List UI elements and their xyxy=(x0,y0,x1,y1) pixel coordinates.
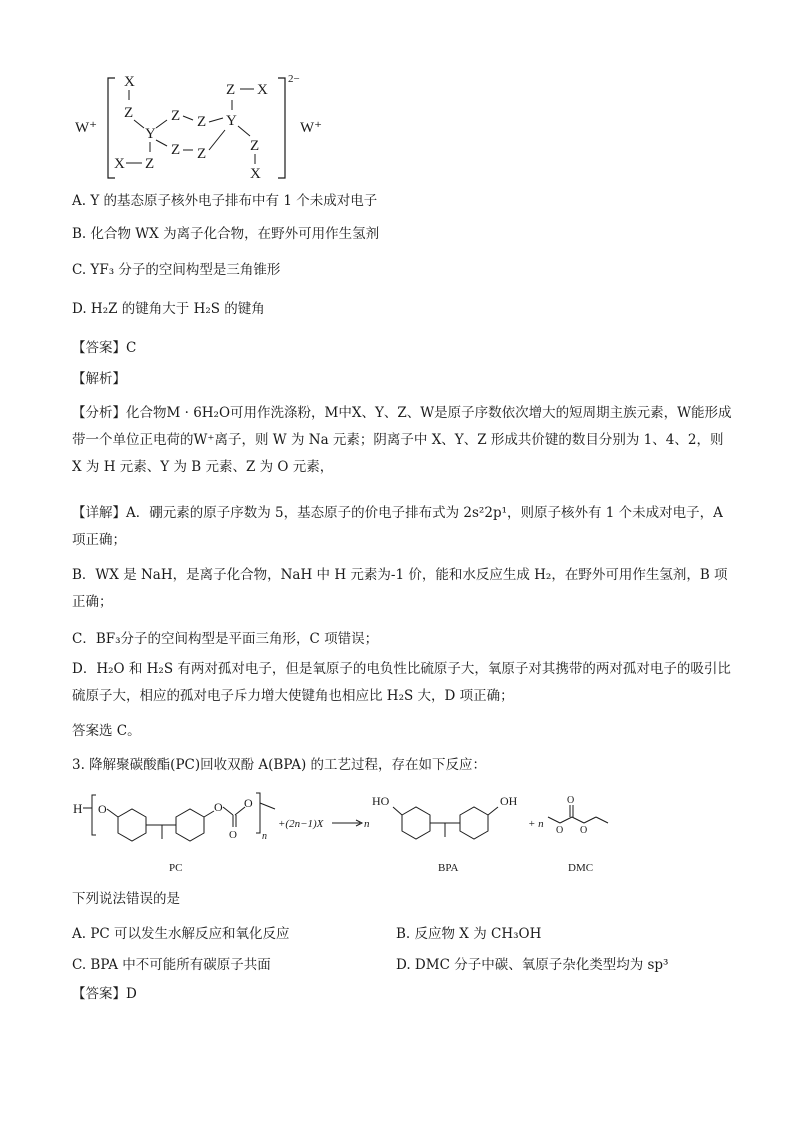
q3-prompt: 下列说法错误的是 xyxy=(72,891,180,907)
pc-o3: O xyxy=(229,829,237,841)
q2-detail-d: D．H₂O 和 H₂S 有两对孤对电子，但是氧原子的电负性比硫原子大，氧原子对其携带的两对孤对电子的吸引比硫原子大，相应的孤对电子斥力增大使键角也相应比 H₂S 大，D 项正确； xyxy=(72,661,731,704)
bpa-ho: HO xyxy=(372,794,390,808)
atom-z-ring-3: Z xyxy=(171,142,181,158)
q2-detail-c: C．BF₃分子的空间构型是平面三角形，C 项错误； xyxy=(72,631,379,647)
atom-z-ring-1: Z xyxy=(171,108,181,124)
right-bracket xyxy=(278,78,285,178)
q3-option-d: D. DMC 分子中碳、氧原子杂化类型均为 sp³ xyxy=(396,957,669,973)
q3-option-c: C. BPA 中不可能所有碳原子共面 xyxy=(72,957,271,973)
atom-z-top-left: Z xyxy=(124,105,134,121)
dmc-label: DMC xyxy=(568,862,594,874)
q2-option-a: A. Y 的基态原子核外电子排布中有 1 个未成对电子 xyxy=(72,193,378,209)
q2-option-d: D. H₂Z 的键角大于 H₂S 的键角 xyxy=(72,301,265,317)
atom-z-top-right: Z xyxy=(226,82,236,98)
atom-x-top-left: X xyxy=(124,74,135,90)
q2-option-b: B. 化合物 WX 为离子化合物，在野外可用作生氢剂 xyxy=(72,226,380,242)
reaction-coefficient: +(2n−1)X xyxy=(278,818,324,830)
atom-y-right: Y xyxy=(226,113,237,129)
atom-y-left: Y xyxy=(145,126,156,142)
dmc-o3: O xyxy=(580,825,588,836)
atom-x-bottom-right: X xyxy=(250,166,261,182)
dmc-o1: O xyxy=(567,795,575,806)
atom-z-bottom-left: Z xyxy=(145,156,155,172)
left-cation: W⁺ xyxy=(75,120,98,136)
bpa-oh: OH xyxy=(500,794,518,808)
dmc-coefficient: + n xyxy=(528,818,544,830)
atom-x-bottom-left: X xyxy=(114,156,125,172)
q2-detail-b: B．WX 是 NaH，是离子化合物，NaH 中 H 元素为-1 价，能和水反应生成 H₂，在野外可用作生氢剂，B 项正确； xyxy=(72,567,728,610)
atom-z-ring-4: Z xyxy=(197,146,207,162)
pc-o1: O xyxy=(98,802,107,816)
pc-o4: O xyxy=(244,796,253,810)
anion-structure-figure xyxy=(70,70,360,185)
q2-detail-a: 【详解】A．硼元素的原子序数为 5，基态原子的价电子排布式为 2s²2p¹，则原子核外有 1 个未成对电子，A 项正确； xyxy=(72,505,723,548)
atom-z-ring-2: Z xyxy=(197,114,207,130)
q3-option-a: A. PC 可以发生水解反应和氧化反应 xyxy=(72,926,290,942)
q3-stem: 3. 降解聚碳酸酯(PC)回收双酚 A(BPA) 的工艺过程，存在如下反应： xyxy=(72,757,486,773)
q2-option-c: C. YF₃ 分子的空间构型是三角锥形 xyxy=(72,262,281,278)
q3-answer: 【答案】D xyxy=(72,986,137,1002)
atom-x-top-right: X xyxy=(257,82,268,98)
bpa-label: BPA xyxy=(438,862,459,874)
dmc-o2: O xyxy=(556,825,564,836)
pc-n: n xyxy=(262,831,267,842)
pc-label: PC xyxy=(169,862,183,874)
reaction-n: n xyxy=(364,818,370,830)
q2-detail-conclusion: 答案选 C。 xyxy=(72,723,141,739)
q3-option-b: B. 反应物 X 为 CH₃OH xyxy=(396,926,542,942)
q2-answer: 【答案】C xyxy=(72,340,137,356)
right-cation: W⁺ xyxy=(300,120,323,136)
charge-label: 2− xyxy=(288,73,300,85)
pc-h: H xyxy=(73,801,83,816)
pc-o2: O xyxy=(214,800,223,814)
reaction-scheme-figure xyxy=(70,785,730,880)
q2-fenxi: 【分析】化合物M · 6H₂O可用作洗涤粉，M中X、Y、Z、W是原子序数依次增大的短周期主族元素，W能形成带一个单位正电荷的W⁺离子，则 W 为 Na 元素；阴离子中 X、Y、Z 形成共价键的数目分别为 1、4、2，则 X 为 H 元素、Y 为 B 元素、Z 为 O 元素， xyxy=(72,405,732,475)
q2-analysis-label: 【解析】 xyxy=(72,371,126,387)
atom-z-bottom-right: Z xyxy=(250,138,260,154)
